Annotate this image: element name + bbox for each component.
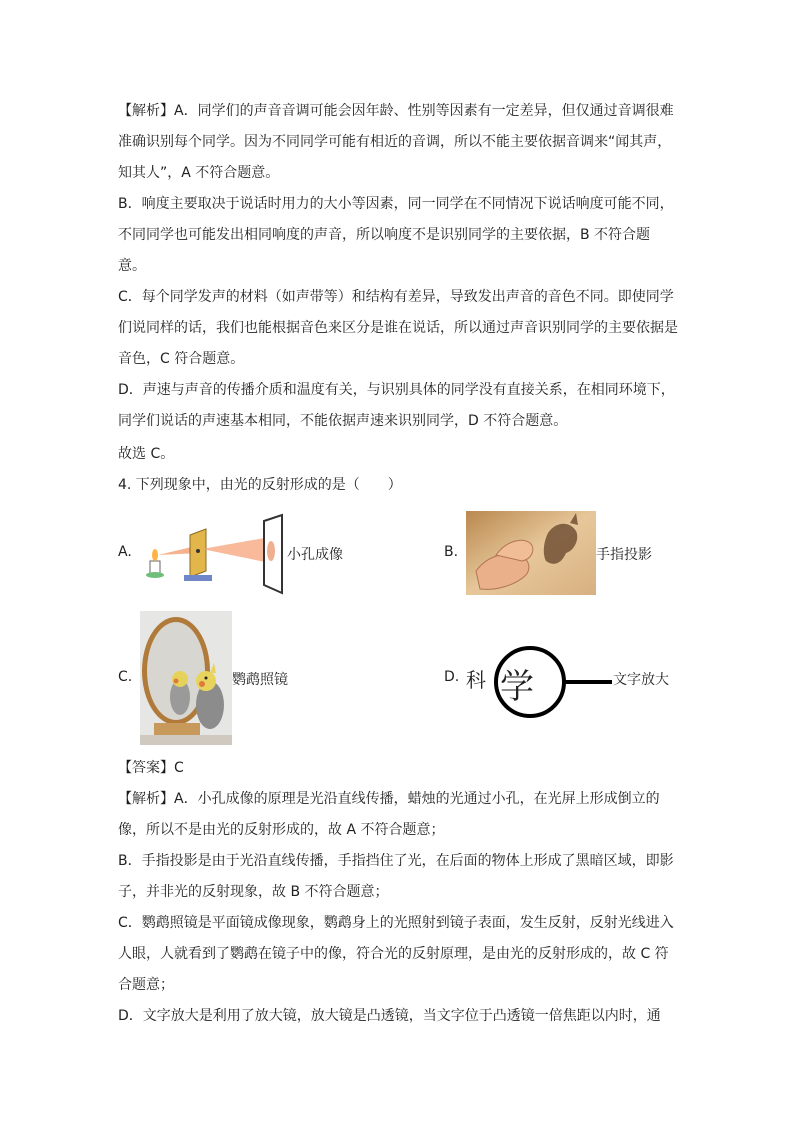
analysis4-b: B．手指投影是由于光沿直线传播，手指挡住了光，在后面的物体上形成了黑暗区域，即影子，并非光的反射现象，故 B 不符合题意； — [118, 853, 674, 900]
analysis-c: C．每个同学发声的材料（如声带等）和结构有差异，导致发出声音的音色不同。即使同学们说同样的话，我们也能根据音色来区分是谁在说话，所以通过声音识别同学的主要依据是音色，C 符合题意。 — [118, 289, 678, 367]
analysis-a: 【解析】A．同学们的声音音调可能会因年龄、性别等因素有一定差异，但仅通过音调很难准确识别每个同学。因为不同同学可能有相近的音调，所以不能主要依据音调来“闻其声，知其人”，A 不符合题意。 — [118, 103, 674, 181]
option-a-letter: A. — [118, 544, 132, 560]
option-d-letter: D. — [444, 669, 460, 685]
char-xue-magnified: 学 — [500, 667, 534, 707]
option-b-letter: B. — [444, 544, 459, 560]
hand-shadow-photo — [466, 511, 596, 595]
analysis-choice: 故选 C。 — [118, 446, 175, 462]
answer-line: 【答案】C — [118, 760, 184, 776]
char-ke: 科 — [466, 668, 486, 692]
analysis-d: D．声速与声音的传播介质和温度有关，与识别具体的同学没有直接关系，在相同环境下，同学们说话的声速基本相同，不能依据声速来识别同学，D 不符合题意。 — [118, 382, 675, 429]
analysis-b: B．响度主要取决于说话时用力的大小等因素，同一同学在不同情况下说话响度可能不同，不同同学也可能发出相同响度的声音，所以响度不是识别同学的主要依据，B 不符合题意。 — [118, 196, 674, 274]
question-stem: 4. 下列现象中，由光的反射形成的是（ ） — [118, 477, 402, 493]
option-a-caption: 小孔成像 — [287, 547, 343, 563]
analysis4-a: 【解析】A．小孔成像的原理是光沿直线传播，蜡烛的光通过小孔，在光屏上形成倒立的像，所以不是由光的反射形成的，故 A 不符合题意； — [118, 791, 660, 838]
option-d-caption: 文字放大 — [613, 672, 669, 688]
option-c-caption: 鹦鹉照镜 — [232, 672, 288, 688]
analysis4-c: C．鹦鹉照镜是平面镜成像现象，鹦鹉身上的光照射到镜子表面，发生反射，反射光线进入人眼，人就看到了鹦鹉在镜子中的像，符合光的反射原理，是由光的反射形成的，故 C 符合题意； — [118, 915, 674, 993]
pinhole-figure — [140, 515, 290, 585]
option-b-caption: 手指投影 — [596, 547, 652, 563]
parrot-mirror-photo — [140, 611, 232, 745]
option-c-letter: C. — [118, 669, 133, 685]
analysis4-d: D．文字放大是利用了放大镜，放大镜是凸透镜，当文字位于凸透镜一倍焦距以内时，通 — [118, 1008, 661, 1024]
